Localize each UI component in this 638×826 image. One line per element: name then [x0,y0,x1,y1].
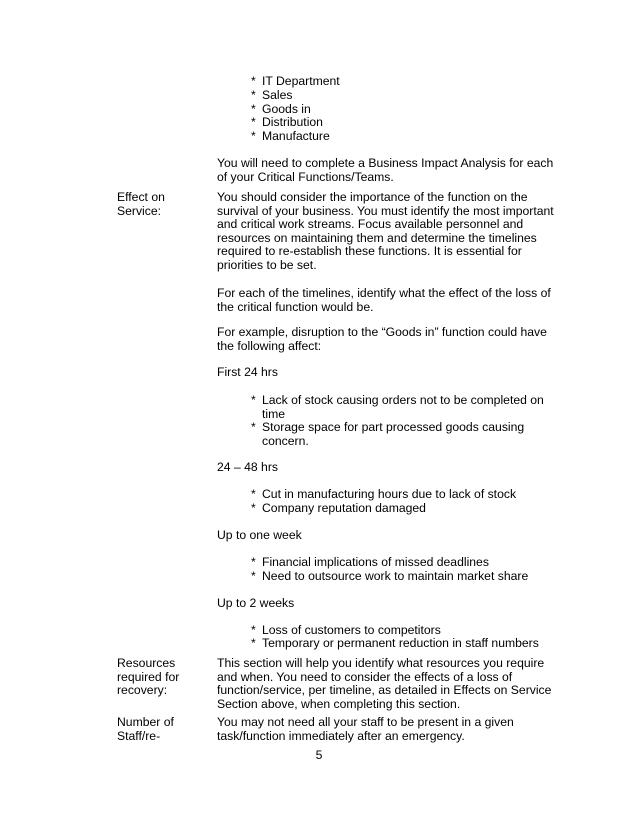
effect-paragraph-3: For example, disruption to the “Goods in” function could have the following affect: [217,325,547,353]
bia-paragraph: You will need to complete a Business Impact Analysis for each of your Critical Functions/Teams. [217,156,554,184]
resources-paragraph: This section will help you identify what resources you require and when. You need to consider the effects of a loss of function/service, per timeline, as detailed in Effects on Service Section above, when completing this section. [217,656,552,711]
list-item: * Storage space for part processed goods causing concern. [251,420,525,448]
timeline-heading: Up to one week [217,528,302,542]
timeline-heading: Up to 2 weeks [217,596,295,610]
list-item: * Goods in [251,102,311,116]
timeline-heading: First 24 hrs [217,365,278,379]
effect-paragraph-1: You should consider the importance of the function on the survival of your business. You must identify the most important and critical work streams. Focus available personnel and resources on maintaining them and determine the timelines required to re-establish these functions. It is essential for priorities to be set. [217,190,554,272]
list-item: * Manufacture [251,129,330,143]
list-item: * Temporary or permanent reduction in staff numbers [251,636,539,650]
page-number: 5 [315,748,323,762]
list-item: * Loss of customers to competitors [251,623,441,637]
timeline-heading: 24 – 48 hrs [217,460,278,474]
list-item: * Lack of stock causing orders not to be completed on time [251,393,544,421]
list-item: * IT Department [251,74,340,88]
effect-paragraph-2: For each of the timelines, identify what the effect of the loss of the critical function would be. [217,286,551,314]
list-item: * Cut in manufacturing hours due to lack of stock [251,487,517,501]
staff-label: Number of Staff/re- [117,715,174,743]
effect-on-service-label: Effect on Service: [117,190,165,218]
list-item: * Financial implications of missed deadlines [251,555,489,569]
list-item: * Company reputation damaged [251,501,426,515]
list-item: * Need to outsource work to maintain market share [251,569,529,583]
resources-label: Resources required for recovery: [117,656,180,698]
list-item: * Distribution [251,115,323,129]
staff-paragraph: You may not need all your staff to be present in a given task/function immediately after an emergency. [217,715,514,743]
list-item: * Sales [251,88,293,102]
